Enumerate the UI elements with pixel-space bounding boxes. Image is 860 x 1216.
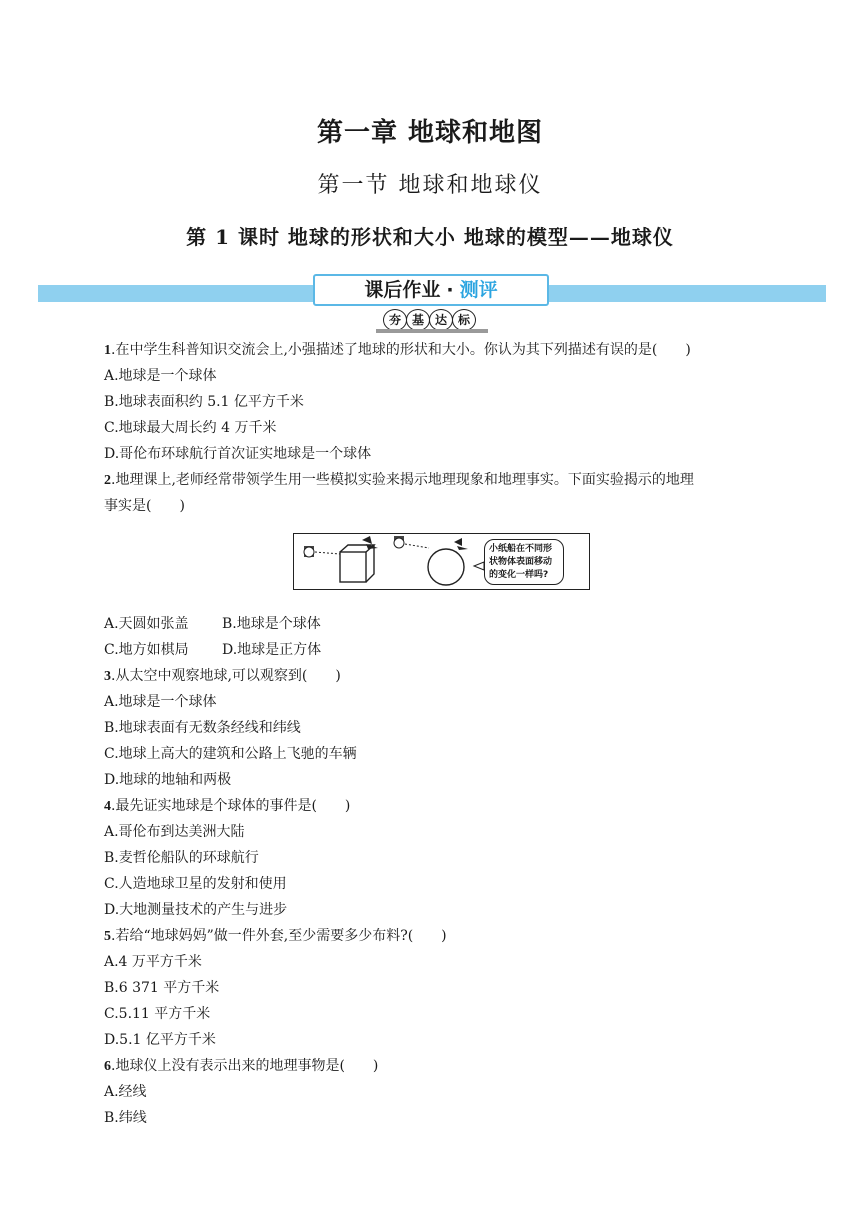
question-text: .地理课上,老师经常带领学生用一些模拟实验来揭示地理现象和地理事实。下面实验揭示的地理 [111,472,694,488]
option: B.地球表面积约 5.1 亿平方千米 [104,394,304,410]
question-stem [104,467,754,493]
option: B.地球是个球体 [222,616,321,632]
banner-dot: · [446,279,454,301]
option: A.经线 [104,1084,147,1100]
question-number: 4 [104,799,111,814]
badge-char: 达 [429,309,453,331]
question-text: .地球仪上没有表示出来的地理事物是( ) [111,1058,379,1074]
level-badge [383,309,475,331]
question-stem [104,663,754,689]
speech-pointer [474,562,484,570]
banner-right-text: 测评 [459,279,498,301]
question-number: 5 [104,929,111,944]
observer-figure-left [304,546,340,557]
badge-char: 基 [406,309,430,331]
question-stem [104,793,754,819]
option: B.麦哲伦船队的环球航行 [104,850,259,866]
observer-figure-right [394,536,429,548]
option: B.6 371 平方千米 [104,980,220,996]
question-number: 2 [104,473,111,488]
option: D.地球是正方体 [222,642,322,658]
option: A.地球是一个球体 [104,694,217,710]
option: D.5.1 亿平方千米 [104,1032,216,1048]
question-number: 3 [104,669,111,684]
option-row [104,637,754,663]
question-text: .最先证实地球是个球体的事件是( ) [111,798,351,814]
question-stem-cont: 事实是( ) [104,498,185,514]
option: D.哥伦布环球航行首次证实地球是一个球体 [104,446,372,462]
figure-caption: 小纸船在不同形状物体表面移动的变化一样吗? [484,539,564,585]
option: C.地方如棋局 [104,642,189,658]
option: B.纬线 [104,1110,147,1126]
banner-box [313,274,549,306]
option: A.地球是一个球体 [104,368,217,384]
chapter-title: 第一章 地球和地图 [316,118,544,148]
sphere-shape [428,549,464,585]
question-number: 1 [104,343,111,358]
experiment-figure [293,533,590,590]
option: A.4 万平方千米 [104,954,202,970]
question-number: 6 [104,1059,111,1074]
badge-char: 夯 [383,309,407,331]
badge-underline [376,329,488,333]
cube-shape [340,545,374,582]
option: C.地球上高大的建筑和公路上飞驰的车辆 [104,746,357,762]
question-text: .从太空中观察地球,可以观察到( ) [111,668,341,684]
badge-char: 标 [452,309,476,331]
option: A.哥伦布到达美洲大陆 [104,824,245,840]
question-text: .在中学生科普知识交流会上,小强描述了地球的形状和大小。你认为其下列描述有误的是( ) [111,342,691,358]
question-stem [104,923,754,949]
option: C.人造地球卫星的发射和使用 [104,876,287,892]
option: D.大地测量技术的产生与进步 [104,902,288,918]
option: B.地球表面有无数条经线和纬线 [104,720,301,736]
paper-boat-left [362,536,378,549]
question-list [104,337,754,1131]
question-text: .若给“地球妈妈”做一件外套,至少需要多少布料?( ) [111,928,447,944]
lesson-title: 第 1 课时 地球的形状和大小 地球的模型——地球仪 [186,225,674,249]
question-stem [104,1053,754,1079]
option: C.地球最大周长约 4 万千米 [104,420,277,436]
option: A.天圆如张盖 [104,616,189,632]
section-title: 第一节 地球和地球仪 [317,173,543,198]
question-stem [104,337,754,363]
banner-left-text: 课后作业 [364,279,441,301]
experiment-figure-wrap [104,533,754,603]
option: D.地球的地轴和两极 [104,772,232,788]
option-row [104,611,754,637]
paper-boat-right [454,538,468,550]
option: C.5.11 平方千米 [104,1006,211,1022]
